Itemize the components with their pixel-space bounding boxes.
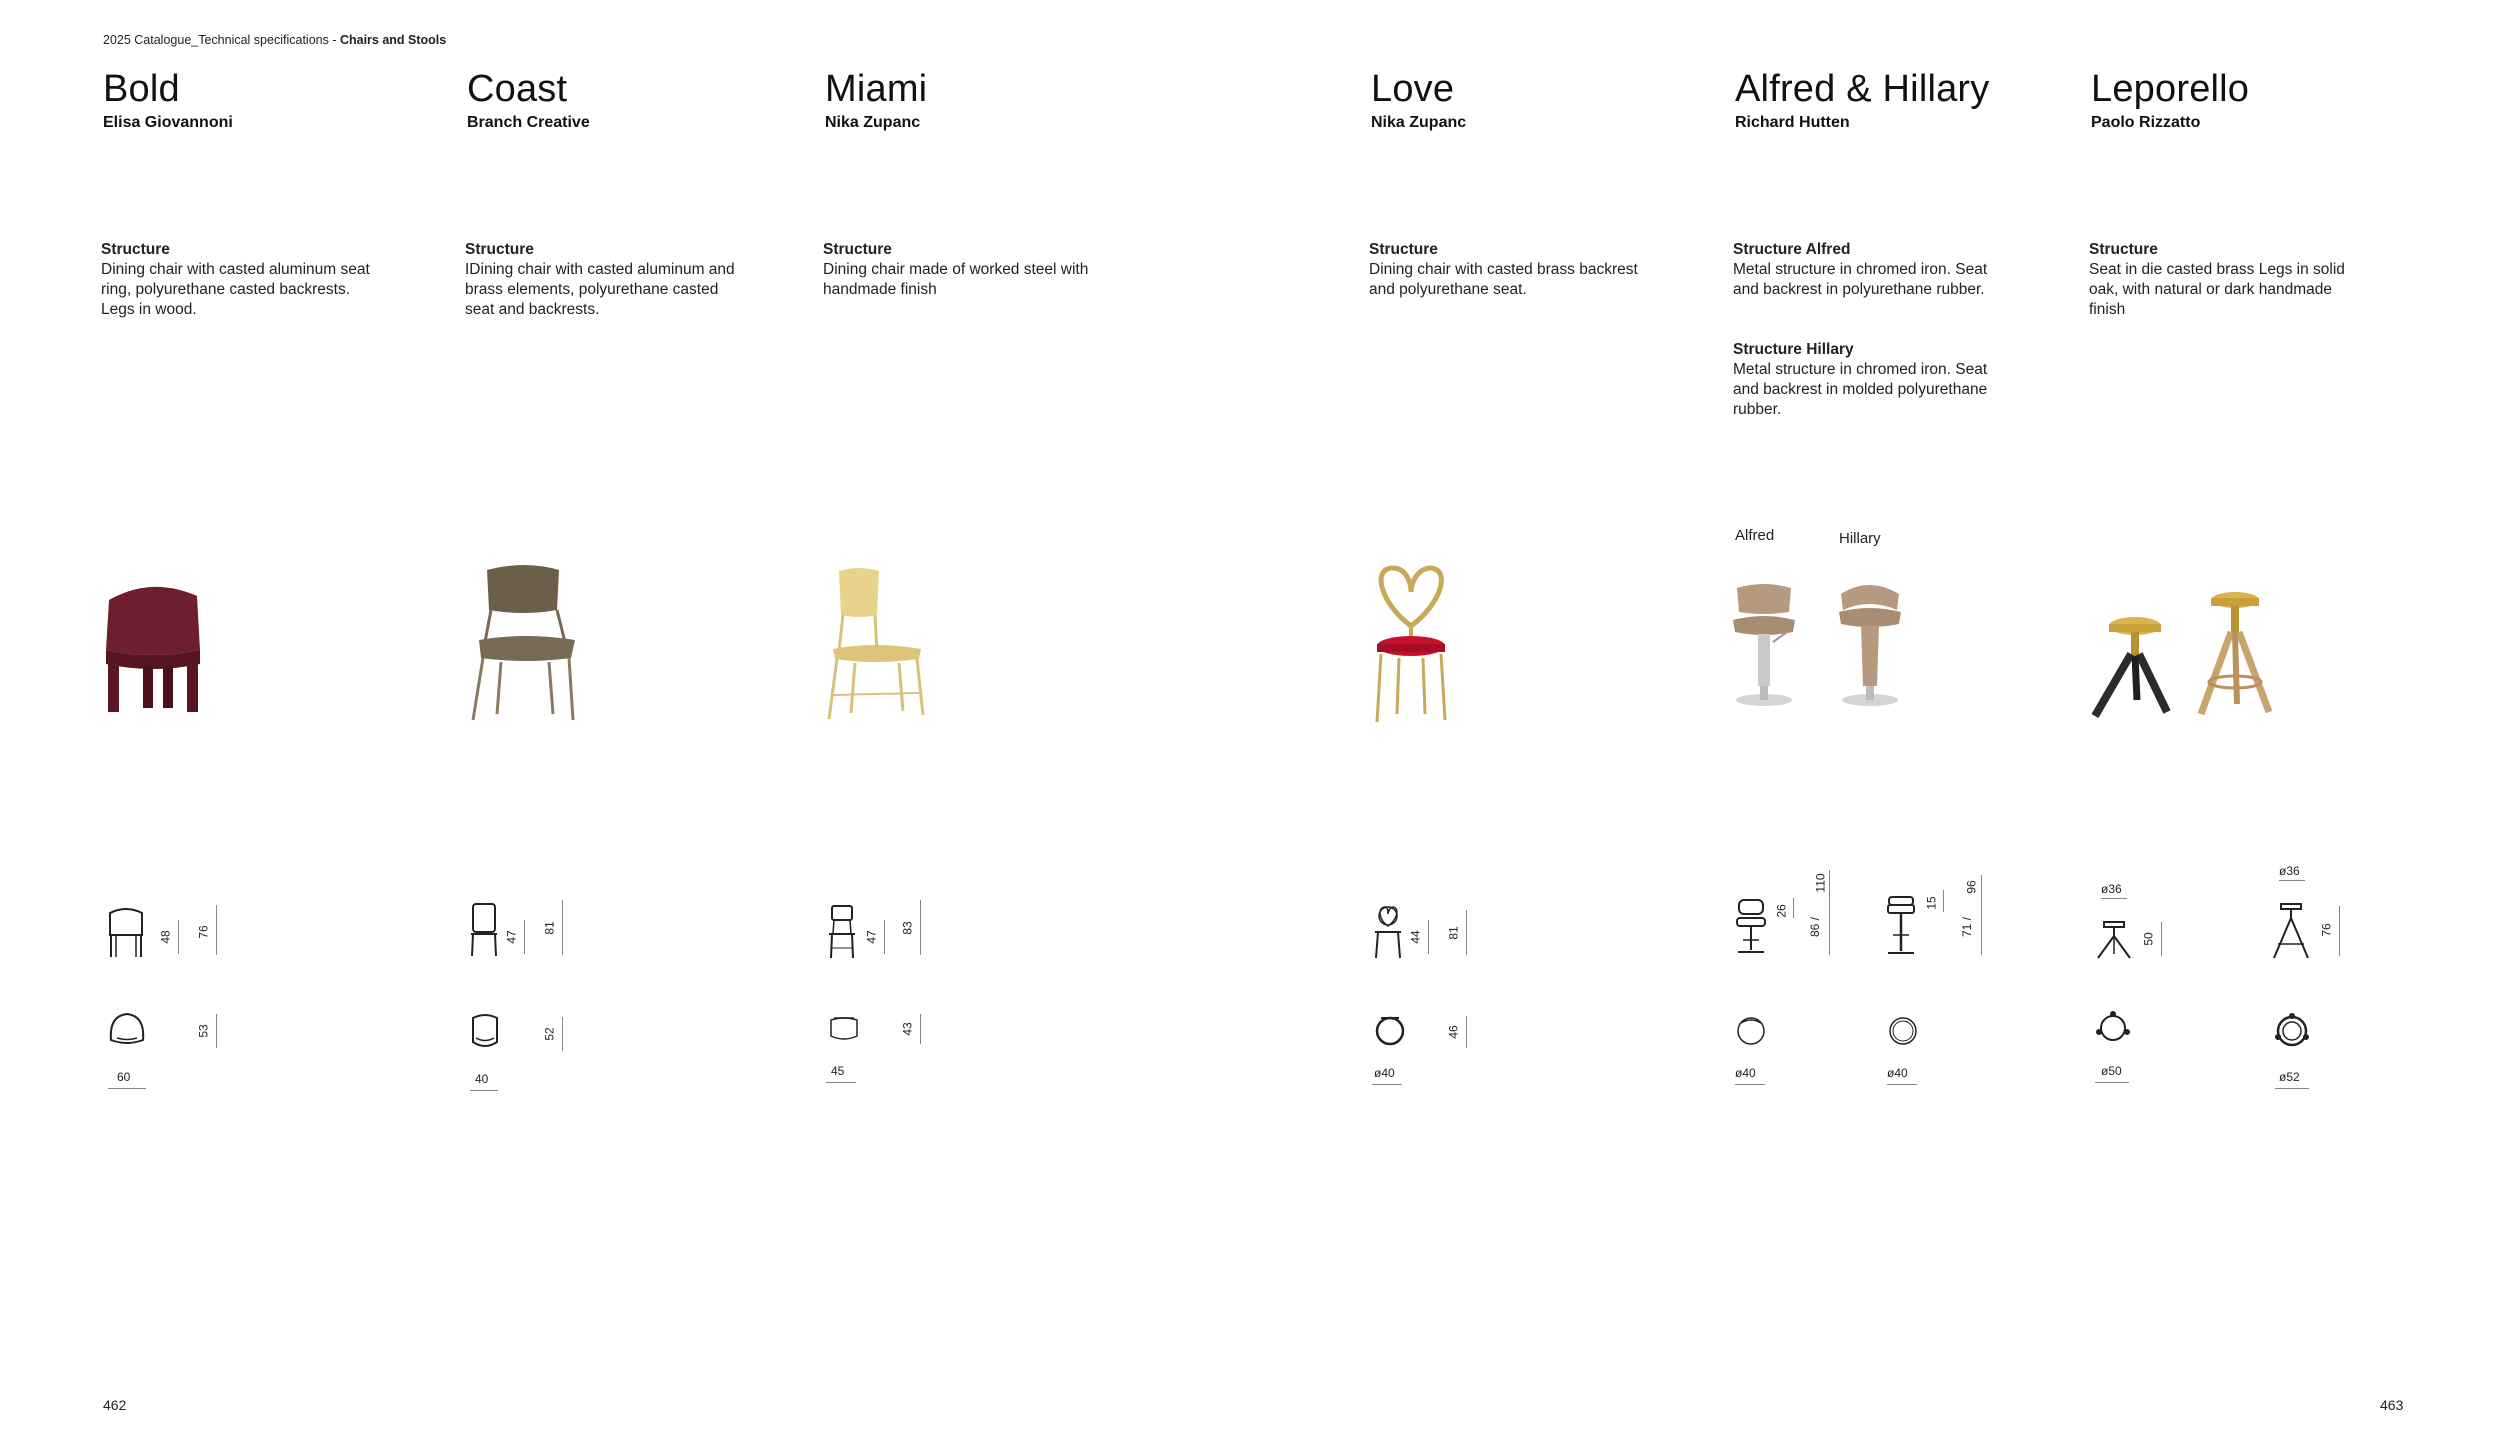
product-title: Love [1371, 68, 1455, 110]
dim-line [884, 920, 885, 954]
alfred-stool-photo [1729, 582, 1799, 714]
product-spec-hillary [1733, 340, 2013, 420]
dim-high-top: ø36 [2279, 864, 2300, 878]
dim-width: 45 [831, 1064, 845, 1078]
product-spec [823, 240, 1103, 300]
dim-total-height: 83 [900, 921, 915, 935]
dim-depth: 53 [196, 1024, 211, 1038]
product-designer: Paolo Rizzatto [2091, 114, 2201, 131]
product-miami [825, 0, 1165, 1429]
dim-depth: 43 [900, 1022, 915, 1036]
dim-line [1466, 1016, 1467, 1048]
dim-line [562, 1017, 563, 1051]
dim-line [1943, 890, 1944, 912]
product-designer: Richard Hutten [1735, 114, 1850, 131]
leporello-high-top-drawing [2273, 1012, 2311, 1050]
leporello-low-stool-photo [2091, 612, 2171, 720]
header-prefix: 2025 Catalogue_Technical specifications - [103, 33, 340, 47]
product-alfred-hillary [1735, 0, 2115, 1429]
product-spec [1369, 240, 1649, 300]
leporello-low-side-drawing [2095, 920, 2133, 960]
dim-line [2161, 922, 2162, 956]
dim-line [2279, 880, 2305, 881]
spec-text: Metal structure in chromed iron. Seat and backrest in polyurethane rubber. [1733, 261, 1988, 298]
love-chair-photo [1371, 564, 1451, 724]
alfred-top-drawing [1735, 1015, 1767, 1047]
dim-alfred-width: ø40 [1735, 1066, 1756, 1080]
hillary-side-drawing [1885, 895, 1917, 957]
dim-low-width: ø50 [2101, 1064, 2122, 1078]
miami-side-drawing [827, 904, 857, 960]
coast-side-drawing [469, 902, 499, 958]
dim-line [2095, 1082, 2129, 1083]
header-section: Chairs and Stools [339, 33, 447, 47]
dim-line [1372, 1084, 1402, 1085]
spec-text: Seat in die casted brass Legs in solid oak, with natural or dark handmade finish [2089, 261, 2345, 318]
coast-chair-photo [467, 560, 577, 722]
dim-alfred-max: 110 [1813, 873, 1828, 893]
product-designer: Nika Zupanc [1371, 114, 1467, 131]
love-top-drawing [1373, 1012, 1407, 1048]
dim-line [920, 1014, 921, 1044]
dim-line [2339, 906, 2340, 956]
dim-line [178, 920, 179, 954]
spec-text: Dining chair with casted aluminum seat ring, polyurethane casted backrests. Legs in wood. [101, 261, 370, 318]
product-title: Alfred & Hillary [1735, 68, 1990, 110]
dim-line [524, 920, 525, 954]
page-number-left: 462 [103, 1397, 127, 1413]
dim-width: ø40 [1374, 1066, 1395, 1080]
spec-text: Dining chair with casted brass backrest and polyurethane seat. [1369, 261, 1638, 298]
dim-line [1466, 910, 1467, 955]
dim-line [108, 1088, 146, 1089]
dim-seat-height: 47 [864, 930, 879, 944]
dim-low-top: ø36 [2101, 882, 2122, 896]
dim-hillary-min: 71 / [1960, 916, 1975, 938]
dim-seat-height: 47 [504, 930, 519, 944]
dim-hillary-back: 15 [1924, 896, 1939, 910]
spec-text: IDining chair with casted aluminum and brass elements, polyurethane casted seat and backrests. [465, 261, 735, 318]
label-alfred: Alfred [1735, 527, 1775, 544]
dim-width: 40 [475, 1072, 489, 1086]
dim-line [2101, 898, 2127, 899]
dim-line [2275, 1088, 2309, 1089]
product-title: Coast [467, 68, 568, 110]
product-spec-alfred [1733, 240, 2013, 300]
dim-hillary-max: 96 [1964, 880, 1979, 894]
dim-total-height: 81 [542, 921, 557, 935]
spec-text: Metal structure in chromed iron. Seat and backrest in molded polyurethane rubber. [1733, 361, 1988, 418]
leporello-low-top-drawing [2095, 1010, 2131, 1046]
hillary-top-drawing [1887, 1015, 1919, 1047]
dim-seat-height: 44 [1408, 930, 1423, 944]
dim-line [216, 1014, 217, 1048]
dim-line [826, 1082, 856, 1083]
spec-heading: Structure Hillary [1733, 341, 1854, 358]
dim-alfred-back: 26 [1774, 904, 1789, 918]
miami-chair-photo [825, 565, 937, 721]
dim-line [1887, 1084, 1917, 1085]
leporello-high-side-drawing [2271, 902, 2311, 960]
dim-total-height: 76 [196, 925, 211, 939]
spec-heading: Structure [465, 241, 534, 258]
dim-seat-height: 48 [158, 930, 173, 944]
dim-hillary-width: ø40 [1887, 1066, 1908, 1080]
product-title: Leporello [2091, 68, 2250, 110]
dim-depth: 46 [1446, 1025, 1461, 1039]
product-spec [101, 240, 381, 320]
dim-line [562, 900, 563, 955]
dim-high-height: 76 [2319, 923, 2334, 937]
dim-alfred-min: 86 / [1808, 916, 1823, 938]
product-title: Bold [103, 68, 180, 110]
product-love [1371, 0, 1711, 1429]
product-spec [2089, 240, 2369, 320]
spec-text: Dining chair made of worked steel with handmade finish [823, 261, 1089, 298]
label-hillary: Hillary [1839, 530, 1881, 547]
product-spec [465, 240, 745, 320]
spec-heading: Structure [1369, 241, 1438, 258]
spec-heading: Structure [823, 241, 892, 258]
bold-side-drawing [107, 905, 145, 959]
hillary-stool-photo [1835, 582, 1905, 714]
bold-chair-photo [103, 578, 203, 714]
dim-line [920, 900, 921, 955]
product-leporello [2091, 0, 2471, 1429]
alfred-side-drawing [1735, 898, 1767, 956]
dim-high-width: ø52 [2279, 1070, 2300, 1084]
bold-top-drawing [107, 1010, 147, 1050]
spec-heading: Structure Alfred [1733, 241, 1851, 258]
dim-depth: 52 [542, 1027, 557, 1041]
product-coast [467, 0, 807, 1429]
dim-line [1735, 1084, 1765, 1085]
product-title: Miami [825, 68, 928, 110]
dim-total-height: 81 [1446, 926, 1461, 940]
love-side-drawing [1373, 904, 1403, 960]
leporello-high-stool-photo [2195, 590, 2275, 718]
product-designer: Elisa Giovannoni [103, 114, 233, 131]
spec-heading: Structure [101, 241, 170, 258]
coast-top-drawing [469, 1012, 501, 1052]
dim-width: 60 [117, 1070, 131, 1084]
dim-line [1793, 898, 1794, 918]
dim-line [216, 905, 217, 955]
dim-line [1829, 870, 1830, 955]
product-designer: Nika Zupanc [825, 114, 921, 131]
miami-top-drawing [827, 1014, 861, 1044]
product-designer: Branch Creative [467, 114, 590, 131]
spec-heading: Structure [2089, 241, 2158, 258]
dim-line [1981, 875, 1982, 955]
page-number-right: 463 [2380, 1397, 2404, 1413]
dim-low-height: 50 [2141, 932, 2156, 946]
product-bold [103, 0, 443, 1429]
dim-line [470, 1090, 498, 1091]
dim-line [1428, 920, 1429, 954]
